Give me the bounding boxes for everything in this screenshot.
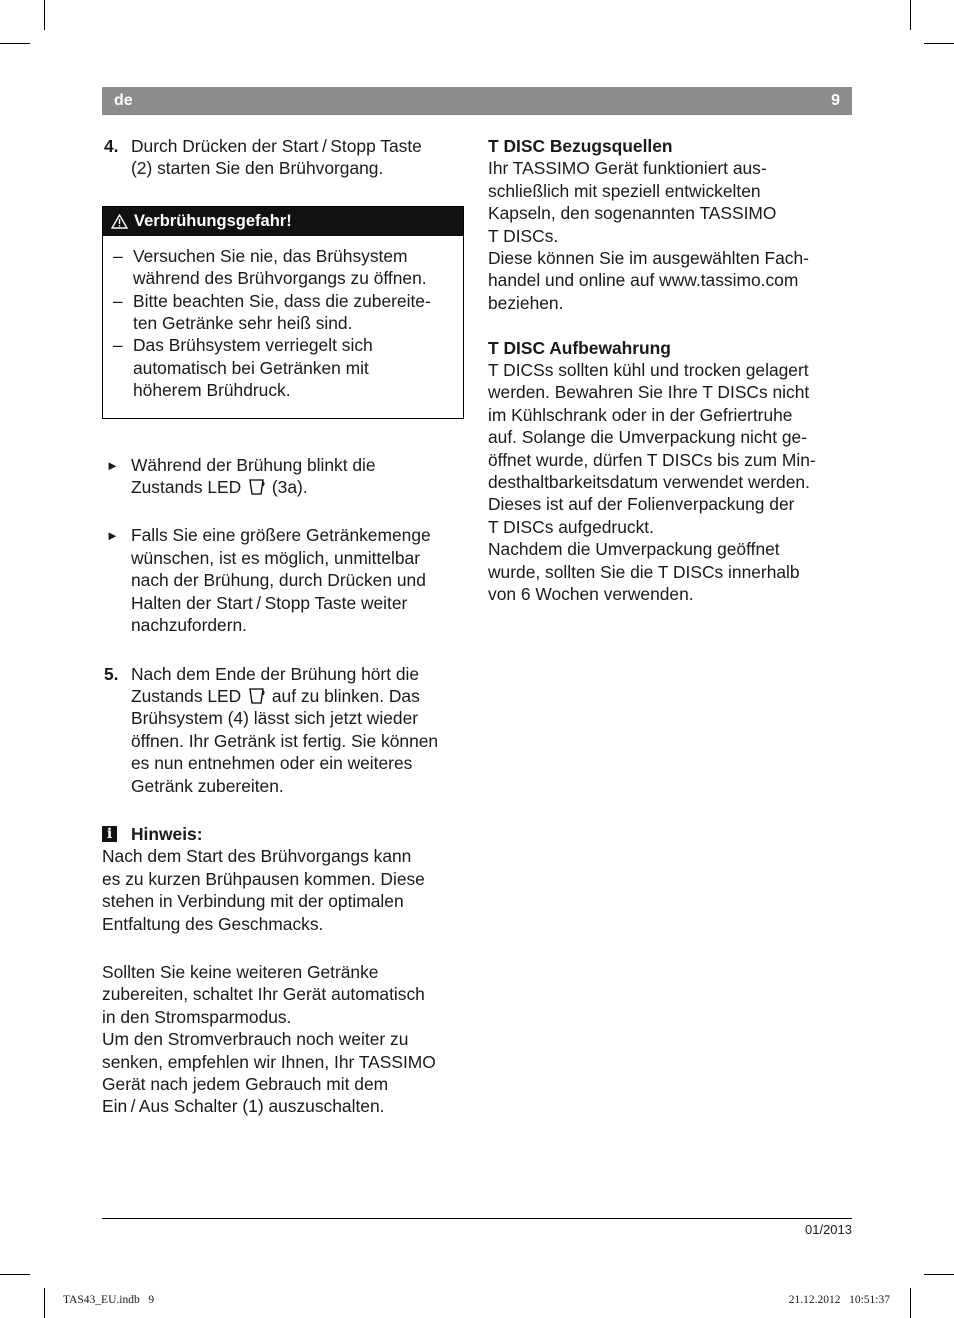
page-header xyxy=(102,87,852,115)
cup-icon xyxy=(248,687,265,705)
text-line: Nach dem Ende der Brühung hört die xyxy=(131,663,420,684)
text-line: Durch Drücken der Start / Stopp Taste xyxy=(131,136,422,156)
warning-header xyxy=(103,207,463,236)
dash-marker: – xyxy=(113,335,123,356)
text-line: Das Brühsystem verriegelt sich xyxy=(133,335,373,356)
warning-triangle-icon xyxy=(111,214,128,229)
arrow-bullet-icon: ► xyxy=(106,528,119,544)
warning-body xyxy=(103,236,463,418)
text-line: von 6 Wochen verwenden. xyxy=(488,584,694,605)
text-line: zubereiten, schaltet Ihr Gerät automatisch xyxy=(102,984,425,1005)
warning-item xyxy=(113,334,455,401)
text-line: in den Stromsparmodus. xyxy=(102,1006,292,1027)
text-line: ten Getränke sehr heiß sind. xyxy=(133,313,353,334)
text-line: Sollten Sie keine weiteren Getränke xyxy=(102,961,379,982)
text-line: während des Brühvorgangs zu öffnen. xyxy=(133,268,427,289)
text-line: Zustands LED (3a). xyxy=(131,477,308,498)
text-line: wünschen, ist es möglich, unmittelbar xyxy=(131,547,421,568)
text-line: öffnen. Ihr Getränk ist fertig. Sie können xyxy=(131,730,439,751)
text-line: Brühsystem (4) lässt sich jetzt wieder xyxy=(131,708,419,729)
text-line: Ihr TASSIMO Gerät funktioniert aus- xyxy=(488,158,767,179)
text-line: Gerät nach jedem Gebrauch mit dem xyxy=(102,1074,389,1094)
crop-mark xyxy=(44,0,45,30)
text-line: senken, empfehlen wir Ihnen, Ihr TASSIMO xyxy=(102,1051,436,1072)
text-line: Entfaltung des Geschmacks. xyxy=(102,913,324,934)
footer-rule xyxy=(102,1218,852,1219)
text-line: desthaltbarkeitsdatum verwendet werden. xyxy=(488,472,810,493)
text-line: Bitte beachten Sie, dass die zubereite- xyxy=(133,290,431,311)
text-line: Dieses ist auf der Folienverpackung der xyxy=(488,494,795,515)
text-line: es zu kurzen Brühpausen kommen. Diese xyxy=(102,868,425,889)
bullet-larger-amount xyxy=(102,524,467,636)
text-line: Zustands LED auf zu blinken. Das xyxy=(131,685,420,706)
section-storage xyxy=(488,337,852,606)
print-slug-file: TAS43_EU.indb 9 xyxy=(63,1294,155,1306)
page-number: 9 xyxy=(831,92,840,109)
text-line: es nun entnehmen oder ein weiteres xyxy=(131,753,413,774)
bullet-led-blinks xyxy=(102,454,467,499)
right-column xyxy=(488,135,852,606)
text-line: stehen in Verbindung mit der optimalen xyxy=(102,891,404,912)
cup-icon xyxy=(248,478,265,496)
text-line: Ein / Aus Schalter (1) auszuschalten. xyxy=(102,1096,385,1117)
language-label: de xyxy=(114,92,133,109)
left-column xyxy=(102,135,467,1118)
text-line: T DICSs sollten kühl und trocken gelagert xyxy=(488,360,809,381)
footer-date: 01/2013 xyxy=(805,1222,852,1237)
arrow-bullet-icon: ► xyxy=(106,457,119,473)
crop-mark xyxy=(924,43,954,44)
dash-marker: – xyxy=(113,245,123,266)
text-line: automatisch bei Getränken mit xyxy=(133,357,369,378)
text-line: Diese können Sie im ausgewählten Fach- xyxy=(488,248,809,269)
text-line: Um den Stromverbrauch noch weiter zu xyxy=(102,1029,409,1050)
text-line: Nachdem die Umverpackung geöffnet xyxy=(488,539,780,560)
text-line: Halten der Start / Stopp Taste weiter xyxy=(131,592,408,613)
warning-item xyxy=(113,290,455,335)
text-line: werden. Bewahren Sie Ihre T DISCs nicht xyxy=(488,382,810,403)
text-line: schließlich mit speziell entwickelten xyxy=(488,180,761,201)
step-number: 4. xyxy=(104,136,119,156)
info-icon: i xyxy=(102,826,117,842)
step-5 xyxy=(102,663,467,797)
text-line: nach der Brühung, durch Drücken und xyxy=(131,570,426,591)
text-line: Nach dem Start des Brühvorgangs kann xyxy=(102,846,412,867)
text-line: T DISCs. xyxy=(488,225,559,246)
crop-mark xyxy=(924,1274,954,1275)
section-title: T DISC Aufbewahrung xyxy=(488,337,671,358)
text-line: T DISCs aufgedruckt. xyxy=(488,516,654,537)
text-line: handel und online auf www.tassimo.com xyxy=(488,270,799,291)
text-line: Während der Brühung blinkt die xyxy=(131,454,376,475)
section-title: T DISC Bezugsquellen xyxy=(488,136,673,156)
text-line: Kapseln, den sogenannten TASSIMO xyxy=(488,203,777,224)
text-line: beziehen. xyxy=(488,292,564,313)
warning-item xyxy=(113,245,455,290)
text-line: (2) starten Sie den Brühvorgang. xyxy=(131,158,384,179)
hint-title: i Hinweis: xyxy=(102,823,467,845)
warning-title: Verbrühungsgefahr! xyxy=(134,212,292,231)
text-line: auf. Solange die Umverpackung nicht ge- xyxy=(488,427,808,448)
text-line: Falls Sie eine größere Getränkemenge xyxy=(131,525,431,546)
crop-mark xyxy=(910,1288,911,1318)
print-slug-timestamp: 21.12.2012 10:51:37 xyxy=(788,1294,890,1306)
text-line: im Kühlschrank oder in der Gefriertruhe xyxy=(488,404,793,425)
crop-mark xyxy=(0,1274,30,1275)
standby-paragraph xyxy=(102,961,467,1118)
step-4 xyxy=(102,135,467,180)
text-line: wurde, sollten Sie die T DISCs innerhalb xyxy=(488,561,800,582)
text-line: nachzufordern. xyxy=(131,615,248,636)
step-number: 5. xyxy=(104,663,119,684)
warning-box xyxy=(102,206,464,419)
text-line: öffnet wurde, dürfen T DISCs bis zum Min- xyxy=(488,449,816,470)
dash-marker: – xyxy=(113,290,123,311)
crop-mark xyxy=(44,1288,45,1318)
text-line: höherem Brühdruck. xyxy=(133,380,291,401)
text-line: Getränk zubereiten. xyxy=(131,775,284,796)
crop-mark xyxy=(910,0,911,30)
section-sources xyxy=(488,135,852,314)
text-line: Versuchen Sie nie, das Brühsystem xyxy=(133,245,408,266)
crop-mark xyxy=(0,43,30,44)
hint-section xyxy=(102,823,467,935)
